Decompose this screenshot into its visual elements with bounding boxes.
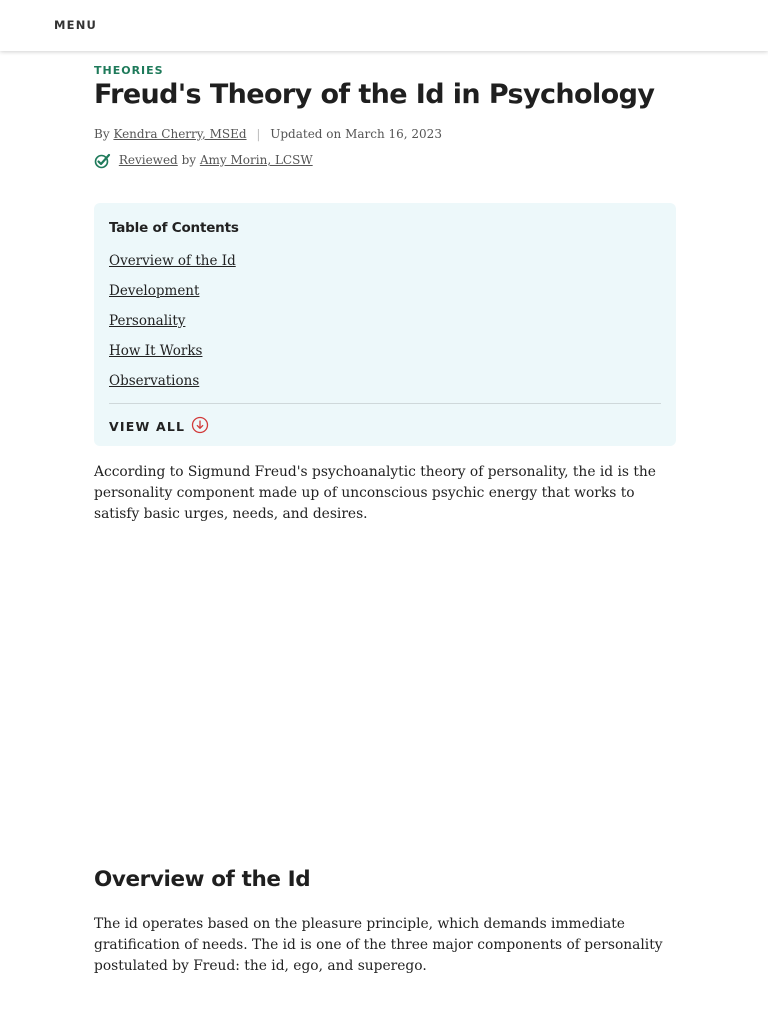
menu-button[interactable]: MENU [54, 18, 98, 32]
updated-date: Updated on March 16, 2023 [270, 127, 442, 141]
list-item [109, 280, 236, 310]
byline-by: By [94, 127, 110, 141]
review-by: by [181, 153, 197, 167]
table-of-contents [94, 203, 676, 446]
page-title: Freud's Theory of the Id in Psychology [94, 79, 655, 110]
toc-link-personality[interactable]: Personality [109, 313, 186, 329]
intro-paragraph: According to Sigmund Freud's psychoanalytic theory of personality, the id is the personality component made up of unconscious psychic energy that works to satisfy basic urges, needs, and desires. [94, 464, 656, 522]
list-item [109, 310, 236, 340]
byline [94, 127, 442, 141]
view-all-button[interactable] [109, 416, 209, 437]
reviewer-link[interactable]: Amy Morin, LCSW [199, 153, 313, 167]
author-link[interactable]: Kendra Cherry, MSEd [113, 127, 247, 141]
toc-link-how-it-works[interactable]: How It Works [109, 343, 203, 359]
section-heading: Overview of the Id [94, 867, 311, 892]
arrow-down-circle-icon [191, 416, 209, 437]
toc-divider [109, 403, 661, 404]
toc-title: Table of Contents [109, 220, 239, 236]
view-all-label: VIEW ALL [109, 419, 186, 434]
list-item [109, 370, 236, 400]
list-item [109, 340, 236, 370]
toc-link-observations[interactable]: Observations [109, 373, 200, 389]
review-line [94, 152, 313, 172]
top-navigation-bar [0, 0, 768, 51]
check-icon [94, 152, 111, 172]
reviewed-link[interactable]: Reviewed [118, 153, 178, 167]
toc-link-overview[interactable]: Overview of the Id [109, 253, 236, 269]
list-item [109, 250, 236, 280]
toc-link-development[interactable]: Development [109, 283, 200, 299]
category-link[interactable]: THEORIES [94, 64, 164, 77]
byline-separator: | [256, 127, 261, 141]
section-paragraph: The id operates based on the pleasure principle, which demands immediate gratification of needs. The id is one of the three major components of personality postulated by Freud: the id, ego, and superego. [94, 916, 663, 974]
toc-list [109, 250, 236, 400]
